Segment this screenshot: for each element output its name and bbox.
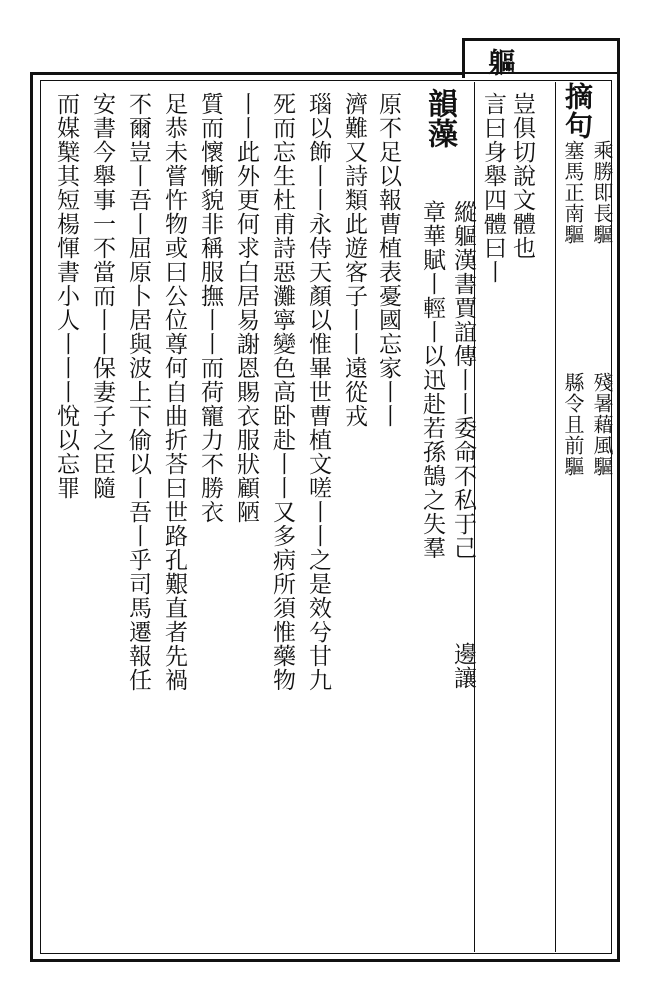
- entry-headword: 軀: [484, 48, 517, 77]
- column-rule: [555, 82, 556, 952]
- text-column: 縱軀漢書賈誼傳丨丨委命不私于己: [450, 200, 476, 560]
- text-column: 原不足以報曹植表憂國忘家丨丨: [375, 92, 401, 428]
- text-column: 質而懷慚貌非稱服撫丨丨而荷寵力不勝衣: [197, 92, 223, 524]
- definition-line: 言曰身舉四體曰丨: [480, 92, 506, 284]
- text-column: 邊讓: [450, 642, 476, 690]
- phrase-heading: 韻藻: [422, 88, 457, 148]
- quote-line: 殘暑藉風驅: [590, 372, 614, 477]
- text-column: 不爾豈丨吾丨屈原卜居與波上下偷以丨吾丨乎司馬遷報任: [125, 92, 151, 692]
- text-column: 章華賦丨輕丨以迅赴若孫鵠之失羣: [419, 200, 445, 560]
- quote-line: 縣令且前驅: [561, 372, 585, 477]
- text-column: 瑙以飾丨丨永侍天顏以惟畢世曹植文嗟丨丨之是效兮甘九: [305, 92, 331, 692]
- quote-line: 塞馬正南驅: [561, 140, 585, 245]
- text-column: 死而忘生杜甫詩惡灘寧變色高卧赴丨丨又多病所須惟藥物: [269, 92, 295, 692]
- text-column: 安書今舉事一不當而丨丨保妻子之臣隨: [89, 92, 115, 500]
- text-column: 濟難又詩類此遊客子丨丨遠從戎: [341, 92, 367, 428]
- text-column: 丨丨此外更何求白居易謝恩賜衣服狀顧陋: [233, 92, 259, 524]
- definition-line: 豈俱切說文體也: [509, 92, 535, 260]
- quote-line: 乘勝即長驅: [590, 140, 614, 245]
- section-heading: 摘句: [561, 82, 594, 140]
- text-column: 足恭未嘗忤物或曰公位尊何自曲折荅曰世路孔艱直者先禍: [161, 92, 187, 692]
- text-column: 而媒櫱其短楊惲書小人丨丨丨悅以忘罪: [53, 92, 79, 500]
